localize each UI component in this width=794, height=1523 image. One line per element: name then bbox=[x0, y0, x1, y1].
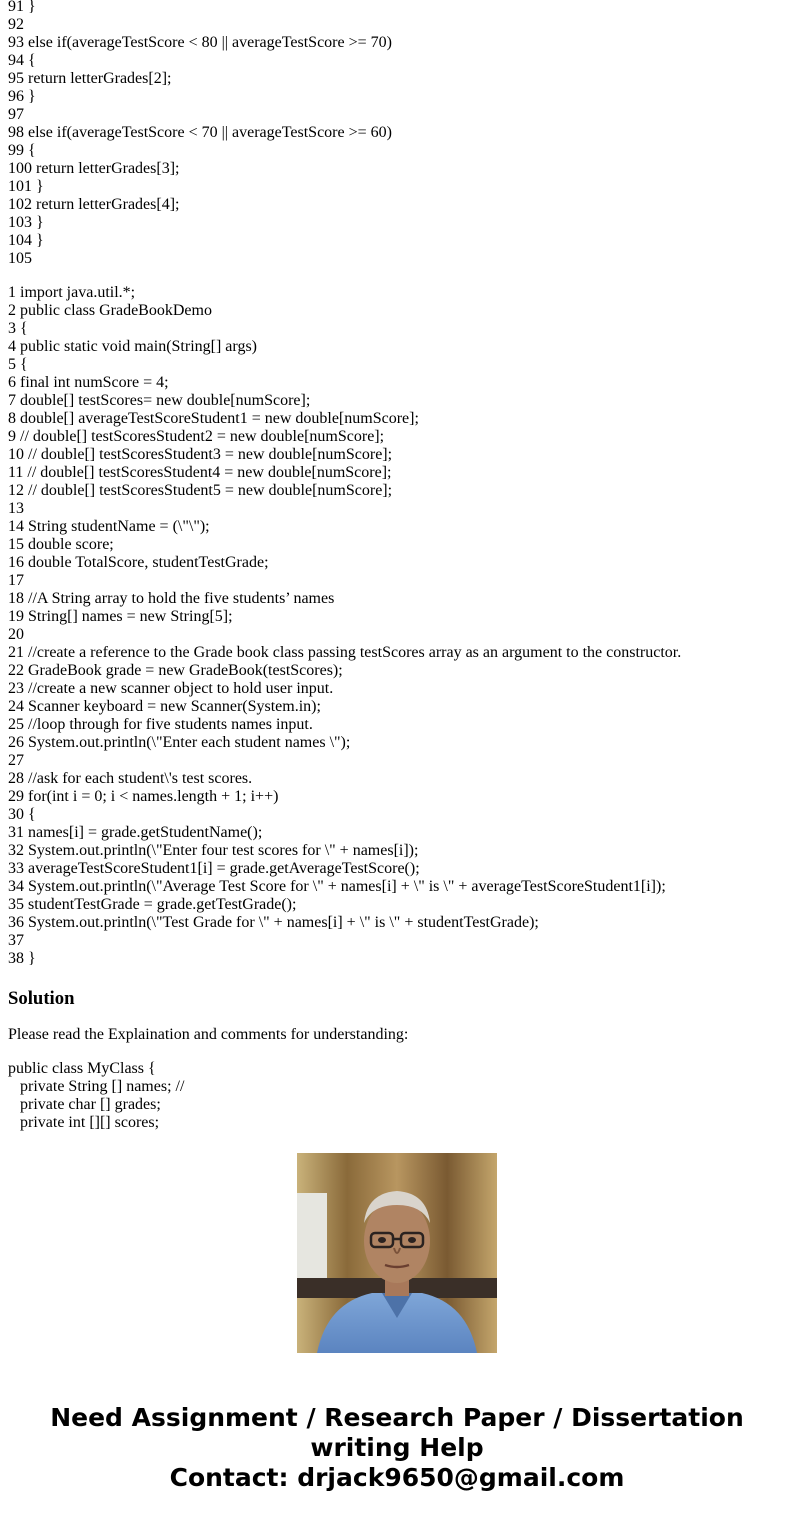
code-line: 97 bbox=[8, 106, 24, 123]
code-line: 21 //create a reference to the Grade book class passing testScores array as an argument to the constructor. bbox=[8, 644, 682, 661]
code-line: 17 bbox=[8, 572, 24, 589]
code-line: 24 Scanner keyboard = new Scanner(System.in); bbox=[8, 698, 321, 715]
code-line: 14 String studentName = (\"\"); bbox=[8, 518, 210, 535]
code-line: 26 System.out.println(\"Enter each student names \"); bbox=[8, 734, 351, 751]
solution-heading: Solution bbox=[8, 988, 75, 1009]
code-line: 34 System.out.println(\"Average Test Score for \" + names[i] + \" is \" + averageTestScoreStudent1[i]); bbox=[8, 878, 666, 895]
footer-banner bbox=[0, 1403, 794, 1493]
code-line: private int [][] scores; bbox=[8, 1114, 160, 1131]
code-line: 20 bbox=[8, 626, 24, 643]
code-line: 37 bbox=[8, 932, 24, 949]
code-line: 94 { bbox=[8, 52, 36, 69]
code-line: 28 //ask for each student\'s test scores. bbox=[8, 770, 253, 787]
code-line: 32 System.out.println(\"Enter four test scores for \" + names[i]); bbox=[8, 842, 419, 859]
code-line: 93 else if(averageTestScore < 80 || averageTestScore >= 70) bbox=[8, 34, 392, 51]
code-line: 11 // double[] testScoresStudent4 = new double[numScore]; bbox=[8, 464, 392, 481]
solution-intro: Please read the Explaination and comments for understanding: bbox=[8, 1026, 409, 1043]
code-line: 19 String[] names = new String[5]; bbox=[8, 608, 233, 625]
code-line: 36 System.out.println(\"Test Grade for \" + names[i] + \" is \" + studentTestGrade); bbox=[8, 914, 539, 931]
code-line: public class MyClass { bbox=[8, 1060, 156, 1077]
code-line: 3 { bbox=[8, 320, 28, 337]
code-line: 96 } bbox=[8, 88, 36, 105]
code-line: 98 else if(averageTestScore < 70 || averageTestScore >= 60) bbox=[8, 124, 392, 141]
code-line: 1 import java.util.*; bbox=[8, 284, 136, 301]
code-line: private String [] names; // bbox=[8, 1078, 185, 1095]
code-line: 33 averageTestScoreStudent1[i] = grade.getAverageTestScore(); bbox=[8, 860, 420, 877]
code-line: 38 } bbox=[8, 950, 36, 967]
code-line: 15 double score; bbox=[8, 536, 114, 553]
code-line: 18 //A String array to hold the five students’ names bbox=[8, 590, 335, 607]
code-line: 4 public static void main(String[] args) bbox=[8, 338, 257, 355]
code-line: 2 public class GradeBookDemo bbox=[8, 302, 212, 319]
footer-line-1: Need Assignment / Research Paper / Dissertation bbox=[50, 1403, 744, 1432]
code-line: 102 return letterGrades[4]; bbox=[8, 196, 180, 213]
code-line: 105 bbox=[8, 250, 32, 267]
code-line: 99 { bbox=[8, 142, 36, 159]
document-body bbox=[8, 0, 788, 1131]
code-line: 30 { bbox=[8, 806, 36, 823]
code-line: 22 GradeBook grade = new GradeBook(testScores); bbox=[8, 662, 343, 679]
author-avatar bbox=[297, 1153, 497, 1353]
footer-line-2: writing Help bbox=[310, 1433, 484, 1462]
code-block-gradebook-demo bbox=[8, 284, 788, 968]
code-line: 9 // double[] testScoresStudent2 = new double[numScore]; bbox=[8, 428, 385, 445]
code-line: 95 return letterGrades[2]; bbox=[8, 70, 172, 87]
code-line: 8 double[] averageTestScoreStudent1 = new double[numScore]; bbox=[8, 410, 419, 427]
code-block-solution bbox=[8, 1060, 788, 1131]
code-line: 100 return letterGrades[3]; bbox=[8, 160, 180, 177]
code-line: 29 for(int i = 0; i < names.length + 1; i++) bbox=[8, 788, 279, 805]
code-line: 103 } bbox=[8, 214, 44, 231]
code-line: 35 studentTestGrade = grade.getTestGrade(); bbox=[8, 896, 297, 913]
code-line: private char [] grades; bbox=[8, 1096, 161, 1113]
code-line: 25 //loop through for five students names input. bbox=[8, 716, 313, 733]
code-line: 16 double TotalScore, studentTestGrade; bbox=[8, 554, 269, 571]
author-photo bbox=[297, 1153, 497, 1353]
code-line: 13 bbox=[8, 500, 24, 517]
code-block-gradebook-tail bbox=[8, 0, 788, 268]
code-line: 101 } bbox=[8, 178, 44, 195]
block-gap bbox=[8, 268, 788, 284]
footer-contact: Contact: drjack9650@gmail.com bbox=[169, 1463, 625, 1492]
code-line: 27 bbox=[8, 752, 24, 769]
code-line: 23 //create a new scanner object to hold user input. bbox=[8, 680, 334, 697]
code-line: 5 { bbox=[8, 356, 28, 373]
code-line: 10 // double[] testScoresStudent3 = new double[numScore]; bbox=[8, 446, 393, 463]
code-line: 91 } bbox=[8, 0, 36, 15]
code-line: 12 // double[] testScoresStudent5 = new double[numScore]; bbox=[8, 482, 393, 499]
code-line: 92 bbox=[8, 16, 24, 33]
code-line: 104 } bbox=[8, 232, 44, 249]
code-line: 6 final int numScore = 4; bbox=[8, 374, 169, 391]
code-line: 7 double[] testScores= new double[numScore]; bbox=[8, 392, 311, 409]
code-line: 31 names[i] = grade.getStudentName(); bbox=[8, 824, 263, 841]
